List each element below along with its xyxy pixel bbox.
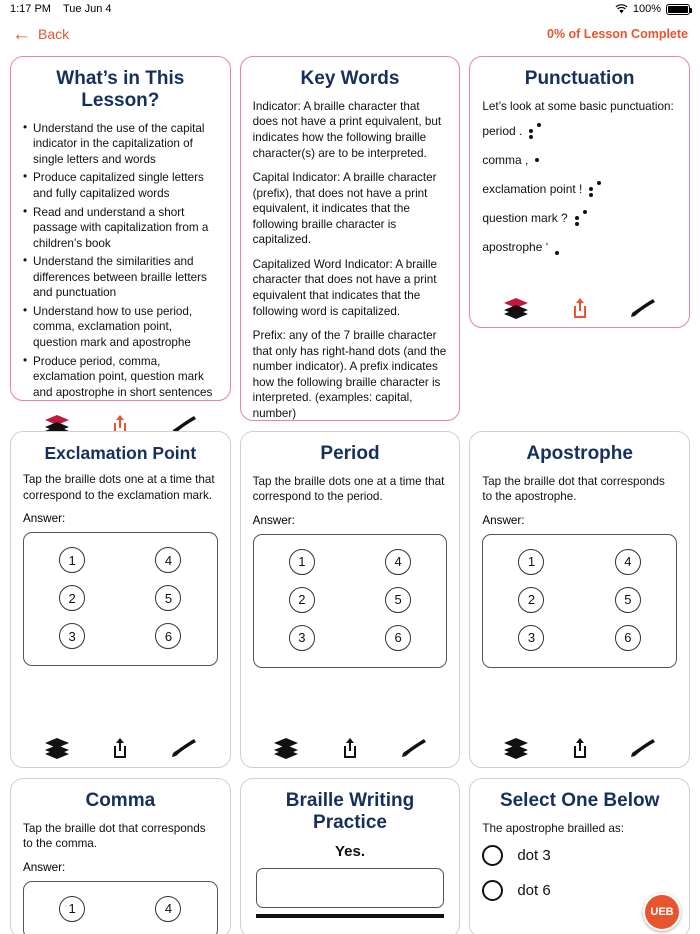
braille-dot-2[interactable]: 2 xyxy=(289,587,315,613)
card-comma[interactable] xyxy=(10,778,231,934)
battery-icon xyxy=(666,4,690,15)
answer-label: Answer: xyxy=(252,513,295,527)
back-button[interactable] xyxy=(12,25,69,44)
brush-icon[interactable] xyxy=(630,297,656,319)
wifi-icon xyxy=(615,4,628,14)
punctuation-label: exclamation point ! xyxy=(482,182,583,197)
navigation-bar xyxy=(0,18,700,50)
card-braille-writing-practice[interactable] xyxy=(240,778,461,934)
card-title: Exclamation Point xyxy=(44,443,197,463)
share-icon[interactable] xyxy=(111,737,129,759)
braille-dot-5[interactable]: 5 xyxy=(615,587,641,613)
status-date: Tue Jun 4 xyxy=(62,3,112,15)
card-title: Braille Writing Practice xyxy=(285,790,415,833)
card-title: Apostrophe xyxy=(526,443,633,464)
braille-cell-question xyxy=(575,210,588,226)
lesson-card-grid xyxy=(0,50,700,934)
braille-dot-input[interactable] xyxy=(253,534,448,668)
braille-dot-1[interactable]: 1 xyxy=(59,896,85,922)
layers-icon[interactable] xyxy=(44,737,70,759)
status-time: 1:17 PM xyxy=(10,3,51,15)
question-prompt: Tap the braille dots one at a time that correspond to the period. xyxy=(252,474,445,504)
radio-button-icon[interactable] xyxy=(482,880,503,901)
share-icon[interactable] xyxy=(341,737,359,759)
braille-dot-input[interactable] xyxy=(23,881,218,934)
braille-dot-6[interactable]: 6 xyxy=(155,623,181,649)
key-words-paragraph: Indicator: A braille character that does not have a print equivalent, but indicates how the following braille character(s) are to be interpreted. xyxy=(252,99,442,160)
braille-dot-4[interactable]: 4 xyxy=(155,547,181,573)
radio-option-dot-3[interactable] xyxy=(482,845,677,866)
key-words-paragraph: Capitalized Word Indicator: A braille character that does not have a print equivalent that indicates that the following word is capitalized. xyxy=(252,257,437,318)
punctuation-label: question mark ? xyxy=(482,211,568,226)
card-toolbar xyxy=(253,726,448,759)
braille-dot-2[interactable]: 2 xyxy=(518,587,544,613)
answer-label: Answer: xyxy=(23,512,66,526)
status-bar-right xyxy=(615,3,690,15)
back-button-label: Back xyxy=(38,26,70,42)
braille-dot-4[interactable]: 4 xyxy=(155,896,181,922)
punctuation-item-exclamation xyxy=(482,181,677,197)
radio-button-icon[interactable] xyxy=(482,845,503,866)
punctuation-intro: Let’s look at some basic punctuation: xyxy=(482,99,674,113)
layers-icon[interactable] xyxy=(273,737,299,759)
card-exclamation-point[interactable] xyxy=(10,431,231,768)
card-select-one-below[interactable] xyxy=(469,778,690,934)
braille-dot-3[interactable]: 3 xyxy=(59,623,85,649)
card-apostrophe[interactable] xyxy=(469,431,690,768)
lesson-objectives-list xyxy=(23,121,218,404)
list-item: • Produce period, comma, exclamation point, question mark and apostrophe in short sentences xyxy=(23,354,218,401)
card-period[interactable] xyxy=(240,431,461,768)
card-title: Key Words xyxy=(300,68,400,89)
card-toolbar xyxy=(482,726,677,759)
braille-cell-apostrophe xyxy=(555,239,568,255)
braille-dot-6[interactable]: 6 xyxy=(385,625,411,651)
punctuation-label: period . xyxy=(482,124,523,139)
brush-icon[interactable] xyxy=(630,737,656,759)
braille-dot-5[interactable]: 5 xyxy=(155,585,181,611)
punctuation-item-comma xyxy=(482,152,677,168)
radio-option-label: dot 3 xyxy=(517,847,551,865)
list-item: • Understand the use of the capital indicator in the capitalization of single letters and words xyxy=(23,121,218,168)
list-item: • Understand the similarities and differences between braille letters and punctuation xyxy=(23,254,218,301)
braille-dot-5[interactable]: 5 xyxy=(385,587,411,613)
battery-percent-label: 100% xyxy=(632,3,661,15)
braille-dot-2[interactable]: 2 xyxy=(59,585,85,611)
layers-icon[interactable] xyxy=(503,737,529,759)
braille-dot-1[interactable]: 1 xyxy=(518,549,544,575)
punctuation-item-period xyxy=(482,123,677,139)
list-item: • Read and understand a short passage with capitalization from a children’s book xyxy=(23,205,218,252)
card-toolbar xyxy=(482,286,677,319)
status-bar-left xyxy=(10,3,111,15)
braille-dot-6[interactable]: 6 xyxy=(615,625,641,651)
card-title: What’s in This Lesson? xyxy=(56,68,185,111)
braille-writing-area[interactable] xyxy=(256,868,445,908)
braille-dot-input[interactable] xyxy=(23,532,218,666)
ueb-badge-button[interactable]: UEB xyxy=(643,893,681,931)
card-key-words[interactable] xyxy=(240,56,461,421)
lesson-progress-label: 0% of Lesson Complete xyxy=(547,27,688,41)
practice-word: Yes. xyxy=(334,842,365,860)
key-words-paragraph: Prefix: any of the 7 braille character that only has right-hand dots (and the number indicator). A prefix indicates how the following braille character is interpreted. (examples: capital, number) xyxy=(252,329,447,420)
question-prompt: Tap the braille dots one at a time that correspond to the exclamation mark. xyxy=(23,473,215,502)
share-icon[interactable] xyxy=(571,737,589,759)
share-icon[interactable] xyxy=(571,297,589,319)
brush-icon[interactable] xyxy=(171,737,197,759)
card-title: Period xyxy=(320,443,380,464)
question-prompt: Tap the braille dot that corresponds to the apostrophe. xyxy=(482,474,665,504)
list-item: • Understand how to use period, comma, exclamation point, question mark and apostrophe xyxy=(23,304,218,351)
punctuation-item-question xyxy=(482,210,677,226)
braille-cell-period xyxy=(529,123,542,139)
braille-cell-exclamation xyxy=(589,181,602,197)
brush-icon[interactable] xyxy=(401,737,427,759)
card-toolbar xyxy=(23,726,218,759)
arrow-left-icon: ← xyxy=(12,23,31,45)
braille-dot-4[interactable]: 4 xyxy=(385,549,411,575)
punctuation-label: comma , xyxy=(482,153,529,168)
card-whats-in-this-lesson[interactable] xyxy=(10,56,231,401)
question-prompt: Tap the braille dot that corresponds to the comma. xyxy=(23,821,206,851)
card-title: Select One Below xyxy=(499,790,660,811)
status-bar xyxy=(0,0,700,18)
answer-label: Answer: xyxy=(482,513,525,527)
braille-writing-bar xyxy=(256,914,445,918)
card-title: Comma xyxy=(85,790,156,811)
braille-dot-input[interactable] xyxy=(482,534,677,668)
punctuation-label: apostrophe ‘ xyxy=(482,240,549,255)
punctuation-item-apostrophe xyxy=(482,239,677,255)
radio-option-label: dot 6 xyxy=(517,882,551,900)
list-item: • Produce capitalized single letters and fully capitalized words xyxy=(23,170,218,201)
braille-dot-3[interactable]: 3 xyxy=(518,625,544,651)
answer-label: Answer: xyxy=(23,860,66,874)
card-title: Punctuation xyxy=(524,68,635,89)
layers-icon[interactable] xyxy=(503,297,529,319)
braille-dot-1[interactable]: 1 xyxy=(289,549,315,575)
braille-dot-4[interactable]: 4 xyxy=(615,549,641,575)
braille-cell-comma xyxy=(535,152,548,168)
braille-dot-1[interactable]: 1 xyxy=(59,547,85,573)
card-punctuation[interactable] xyxy=(469,56,690,328)
key-words-paragraph: Capital Indicator: A braille character (prefix), that does not have a print equivalent, it indicates that the following braille character is capitalized. xyxy=(252,171,437,247)
question-prompt: The apostrophe brailled as: xyxy=(482,821,624,835)
braille-dot-3[interactable]: 3 xyxy=(289,625,315,651)
